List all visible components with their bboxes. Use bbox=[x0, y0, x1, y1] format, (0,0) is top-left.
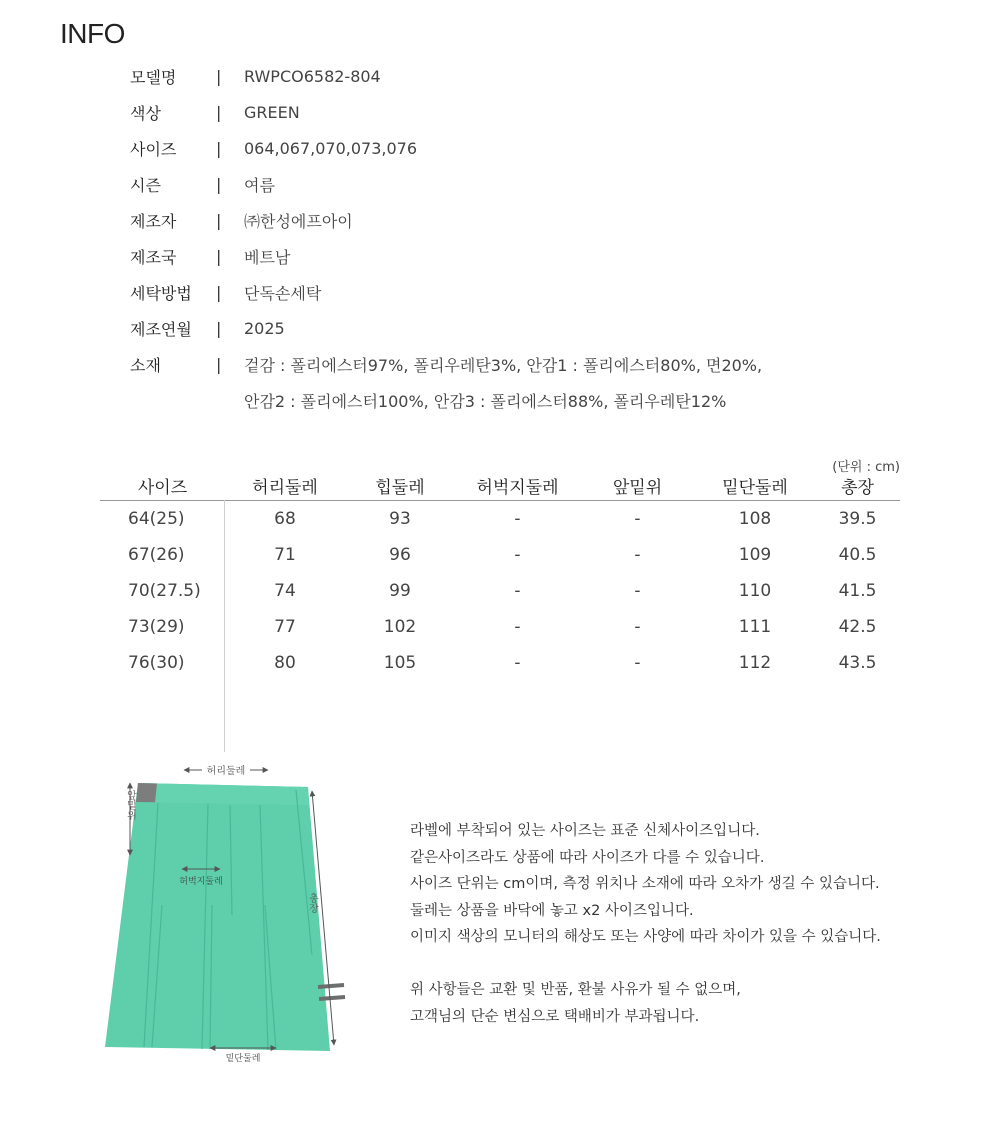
table-cell: 40.5 bbox=[838, 545, 877, 565]
total-length-label: 총장 bbox=[306, 893, 318, 913]
note-line: 이미지 색상의 모니터의 해상도 또는 사양에 따라 차이가 있을 수 있습니다. bbox=[410, 929, 881, 945]
column-header: 총장 bbox=[815, 470, 900, 501]
table-cell: 70(27.5) bbox=[128, 581, 201, 601]
thigh-label: 허벅지둘레 bbox=[179, 877, 223, 887]
table-cell: 42.5 bbox=[838, 617, 877, 637]
info-separator: | bbox=[216, 246, 222, 266]
table-row bbox=[100, 501, 900, 538]
info-value: 단독손세탁 bbox=[244, 283, 322, 303]
waistband-tab bbox=[136, 783, 157, 802]
table-cell: 39.5 bbox=[838, 509, 877, 529]
info-row-country bbox=[130, 238, 762, 274]
info-row-material bbox=[130, 346, 762, 382]
table-cell: - bbox=[634, 653, 641, 673]
table-cell: 109 bbox=[738, 545, 772, 565]
info-separator: | bbox=[216, 102, 222, 122]
info-value: 여름 bbox=[244, 175, 275, 195]
info-separator: | bbox=[216, 138, 222, 158]
note-spacer bbox=[410, 951, 881, 978]
table-cell: - bbox=[634, 581, 641, 601]
info-value: RWPCO6582-804 bbox=[244, 66, 381, 86]
column-header: 밑단둘레 bbox=[695, 470, 815, 501]
skirt-body bbox=[105, 783, 330, 1051]
info-separator: | bbox=[216, 174, 222, 194]
info-row-color bbox=[130, 94, 762, 130]
info-value: 베트남 bbox=[244, 247, 291, 267]
table-cell: - bbox=[514, 545, 521, 565]
info-value: ㈜한성에프아이 bbox=[244, 211, 353, 231]
info-label: 시즌 bbox=[130, 175, 161, 195]
front-rise-label: 앞밑위 bbox=[124, 790, 136, 820]
size-table bbox=[100, 470, 900, 681]
hem-label: 밑단둘레 bbox=[225, 1054, 261, 1064]
skirt-waistband bbox=[136, 783, 309, 805]
note-line: 고객님의 단순 변심으로 택배비가 부과됩니다. bbox=[410, 1008, 700, 1025]
table-row bbox=[100, 537, 900, 573]
table-cell: 93 bbox=[389, 509, 411, 529]
info-label: 제조자 bbox=[130, 211, 177, 231]
table-cell: - bbox=[514, 617, 521, 637]
table-cell: - bbox=[514, 653, 521, 673]
info-row-manufacturer bbox=[130, 202, 762, 238]
info-label: 소재 bbox=[130, 355, 161, 375]
column-header: 허리둘레 bbox=[225, 470, 345, 501]
info-row-season bbox=[130, 166, 762, 202]
table-cell: 71 bbox=[274, 545, 296, 565]
table-cell: 73(29) bbox=[128, 617, 185, 637]
info-row-washing bbox=[130, 274, 762, 310]
info-label: 제조연월 bbox=[130, 319, 192, 339]
skirt-measurement-diagram bbox=[100, 755, 360, 1075]
table-cell: - bbox=[514, 581, 521, 601]
info-separator: | bbox=[216, 318, 222, 338]
table-header-row bbox=[100, 470, 900, 501]
column-header: 사이즈 bbox=[100, 470, 225, 501]
info-separator: | bbox=[216, 282, 222, 302]
note-line: 라벨에 부착되어 있는 사이즈는 표준 신체사이즈입니다. bbox=[410, 823, 760, 839]
note-line: 같은사이즈라도 상품에 따라 사이즈가 다를 수 있습니다. bbox=[410, 849, 765, 866]
table-cell: - bbox=[634, 617, 641, 637]
size-notes bbox=[410, 818, 881, 1030]
table-row bbox=[100, 609, 900, 645]
info-label: 세탁방법 bbox=[130, 283, 192, 303]
note-line: 위 사항들은 교환 및 반품, 환불 사유가 될 수 없으며, bbox=[410, 982, 741, 998]
info-label: 색상 bbox=[130, 103, 161, 123]
skirt-diagram-svg bbox=[100, 755, 360, 1075]
table-cell: 111 bbox=[738, 617, 772, 637]
info-separator: | bbox=[216, 354, 222, 374]
table-cell: 108 bbox=[738, 509, 772, 529]
table-cell: 112 bbox=[738, 653, 772, 673]
table-cell: 76(30) bbox=[128, 653, 185, 673]
table-cell: 105 bbox=[383, 653, 417, 673]
unit-note: (단위 : cm) bbox=[832, 460, 900, 475]
info-row-model bbox=[130, 58, 762, 94]
table-cell: 68 bbox=[274, 509, 296, 529]
table-cell: 43.5 bbox=[838, 653, 877, 673]
product-info-list bbox=[130, 58, 762, 418]
info-value: 겉감 : 폴리에스터97%, 폴리우레탄3%, 안감1 : 폴리에스터80%, 면20%, bbox=[244, 355, 763, 375]
info-value: 064,067,070,073,076 bbox=[244, 138, 418, 158]
note-line: 사이즈 단위는 cm이며, 측정 위치나 소재에 따라 오차가 생길 수 있습니다. bbox=[410, 876, 880, 892]
column-header: 힙둘레 bbox=[345, 470, 455, 501]
table-cell: 99 bbox=[389, 581, 411, 601]
table-cell: 96 bbox=[389, 545, 411, 565]
table-cell: 64(25) bbox=[128, 509, 185, 529]
table-cell: 67(26) bbox=[128, 545, 185, 565]
table-cell: 41.5 bbox=[838, 581, 877, 601]
table-cell: 102 bbox=[383, 617, 417, 637]
table-cell: 77 bbox=[274, 617, 296, 637]
divider-line bbox=[224, 500, 225, 752]
table-cell: - bbox=[634, 509, 641, 529]
info-separator: | bbox=[216, 210, 222, 230]
info-row-date bbox=[130, 310, 762, 346]
waist-label: 허리둘레 bbox=[206, 766, 246, 777]
table-row bbox=[100, 573, 900, 609]
table-row bbox=[100, 645, 900, 681]
info-label: 제조국 bbox=[130, 247, 177, 267]
table-cell: 74 bbox=[274, 581, 296, 601]
page-title: INFO bbox=[60, 18, 125, 49]
table-cell: 80 bbox=[274, 653, 296, 673]
info-row-size bbox=[130, 130, 762, 166]
note-line: 둘레는 상품을 바닥에 놓고 x2 사이즈입니다. bbox=[410, 902, 694, 919]
info-label: 모델명 bbox=[130, 67, 177, 87]
material-continued: 안감2 : 폴리에스터100%, 안감3 : 폴리에스터88%, 폴리우레탄12% bbox=[244, 391, 727, 411]
table-cell: - bbox=[514, 509, 521, 529]
table-cell: 110 bbox=[738, 581, 772, 601]
info-value: GREEN bbox=[244, 102, 300, 122]
hem-stripe bbox=[318, 985, 344, 987]
hem-stripe bbox=[319, 997, 345, 999]
info-separator: | bbox=[216, 66, 222, 86]
column-header: 앞밑위 bbox=[580, 470, 695, 501]
info-value: 2025 bbox=[244, 318, 285, 338]
info-label: 사이즈 bbox=[130, 139, 177, 159]
table-cell: - bbox=[634, 545, 641, 565]
column-header: 허벅지둘레 bbox=[455, 470, 580, 501]
